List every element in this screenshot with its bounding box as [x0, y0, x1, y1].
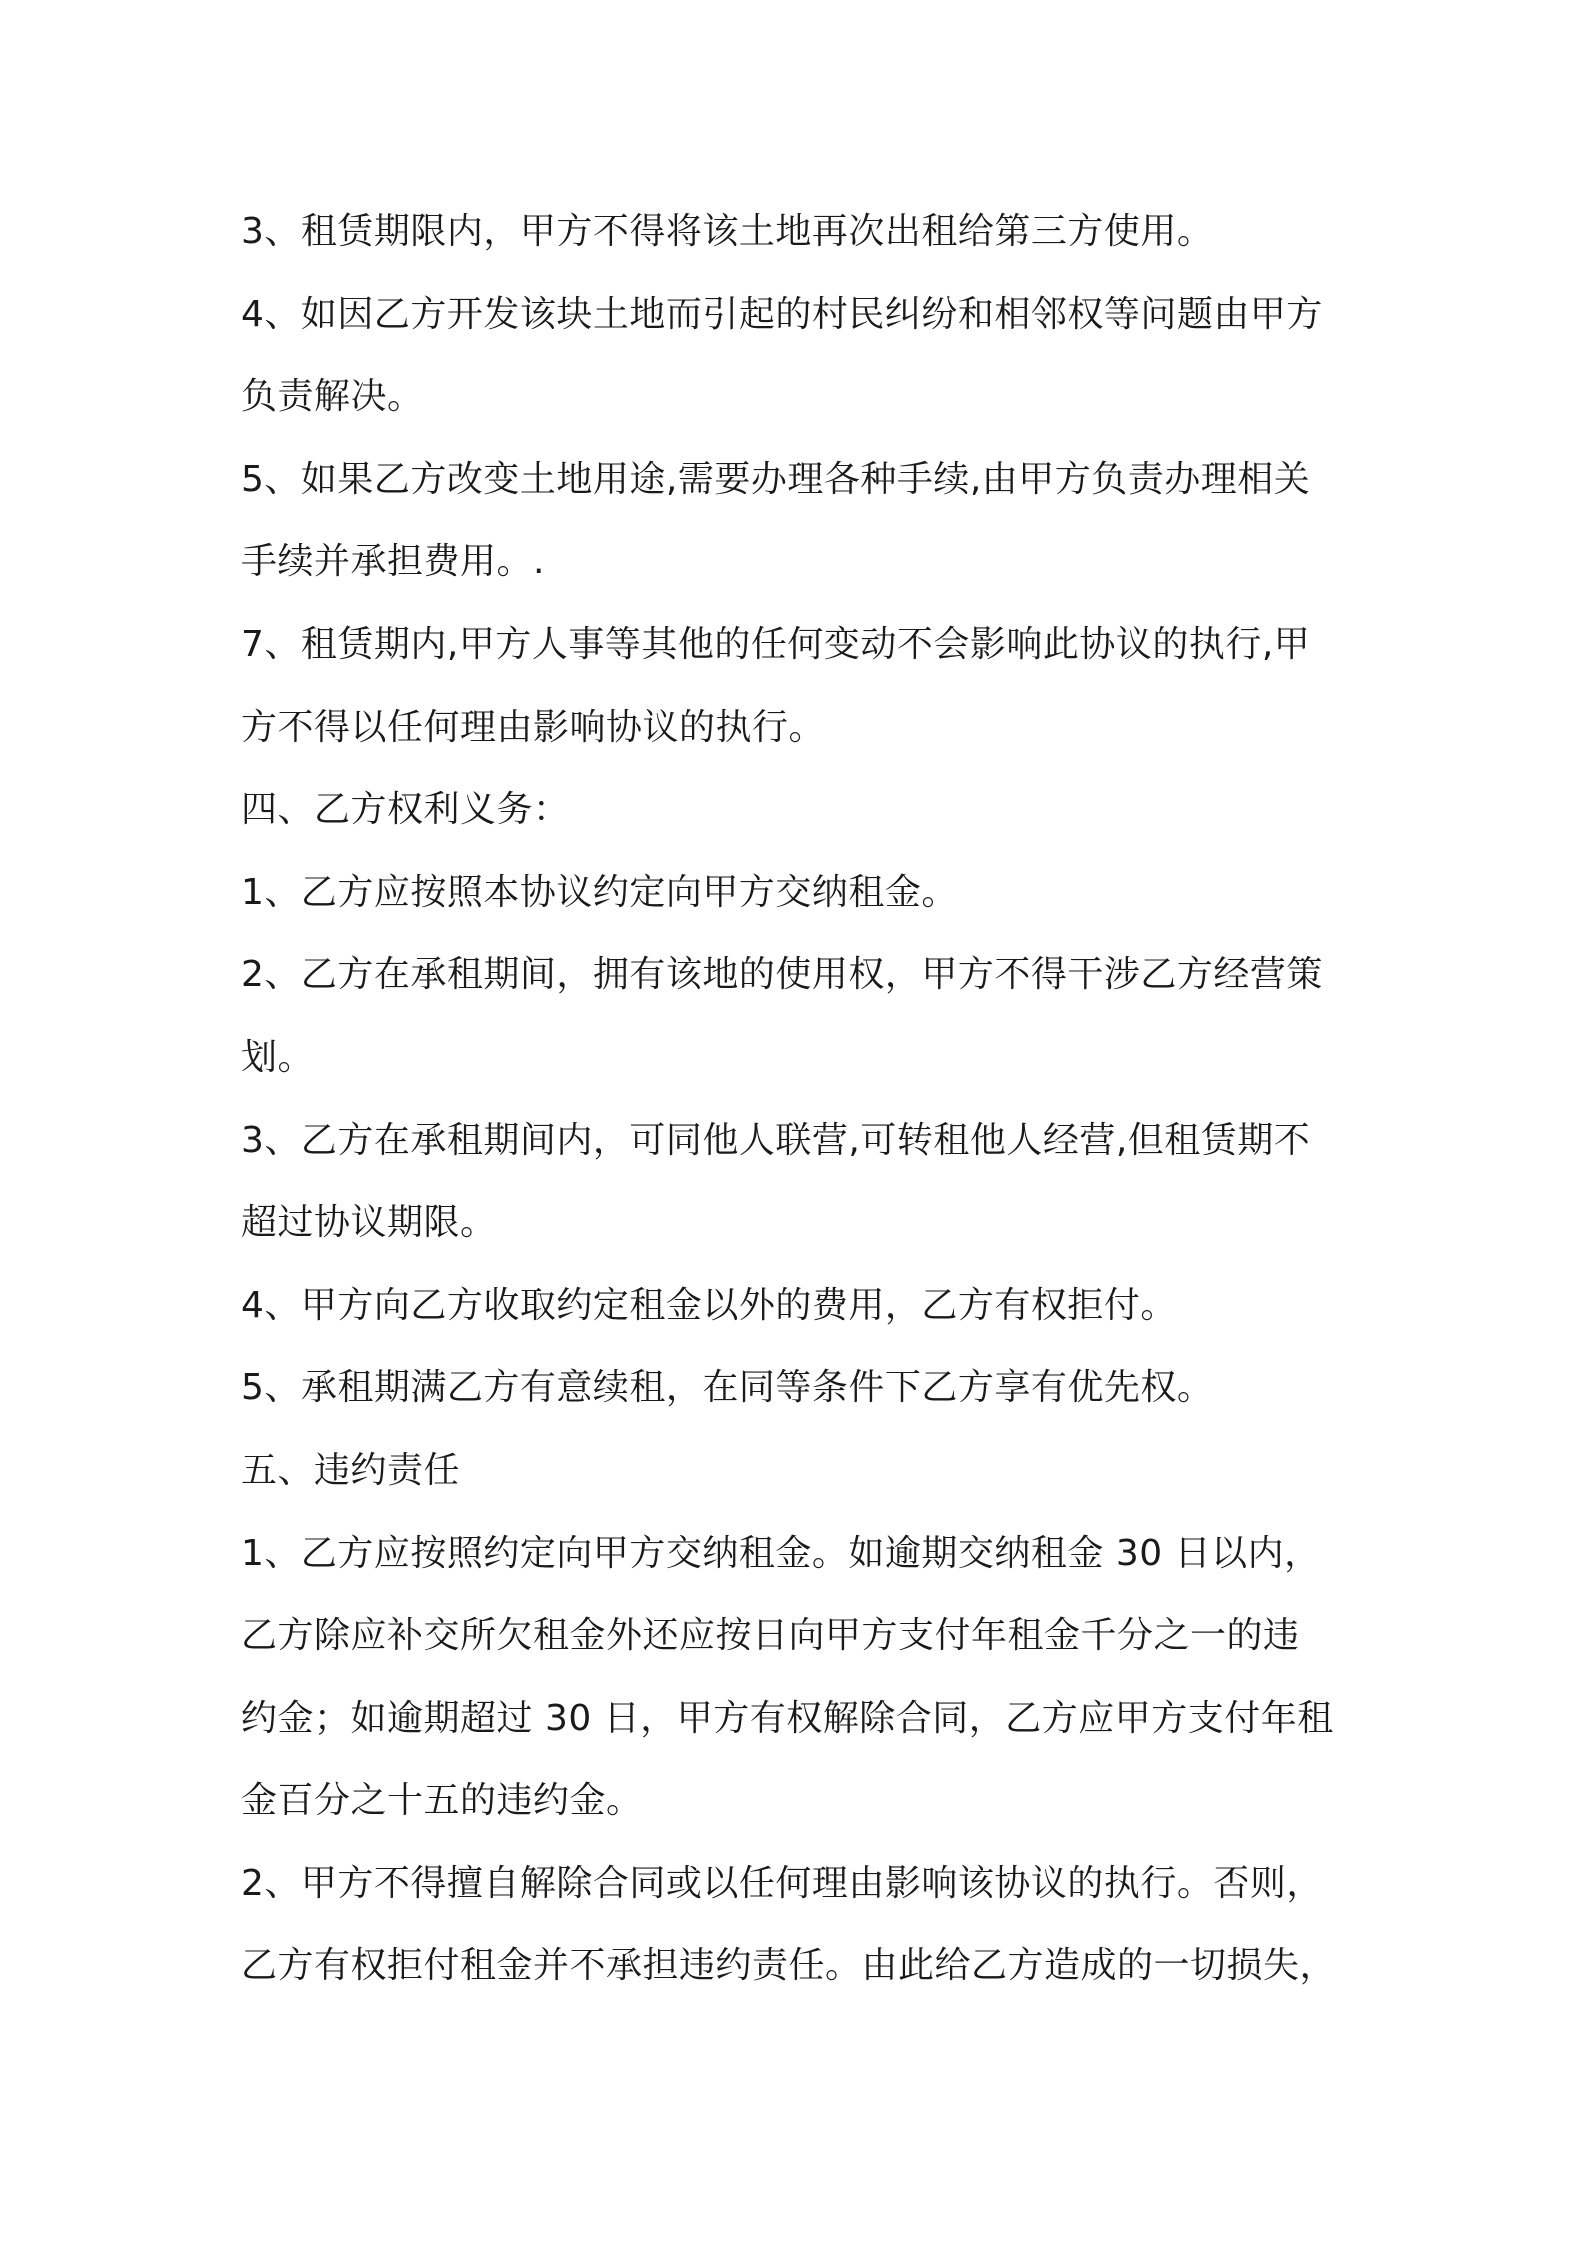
text-line: 乙方有权拒付租金并不承担违约责任。由此给乙方造成的一切损失，: [241, 1945, 1337, 1987]
text-line: 手续并承担费用。.: [241, 541, 545, 583]
text-line: 2、乙方在承租期间，拥有该地的使用权，甲方不得干涉乙方经营策: [241, 954, 1323, 996]
text-line: 1、乙方应按照本协议约定向甲方交纳租金。: [241, 871, 958, 913]
text-line: 乙方除应补交所欠租金外还应按日向甲方支付年租金千分之一的违: [241, 1615, 1300, 1657]
text-line: 3、乙方在承租期间内，可同他人联营,可转租他人经营,但租赁期不: [241, 1119, 1311, 1161]
text-line: 划。: [241, 1036, 315, 1078]
text-line: 4、甲方向乙方收取约定租金以外的费用，乙方有权拒付。: [241, 1284, 1177, 1326]
text-line: 2、甲方不得擅自解除合同或以任何理由影响该协议的执行。否则，: [241, 1862, 1323, 1904]
section-heading: 四、乙方权利义务：: [241, 789, 570, 831]
text-line: 约金；如逾期超过 30 日，甲方有权解除合同，乙方应甲方支付年租: [241, 1697, 1334, 1739]
text-line: 金百分之十五的违约金。: [241, 1780, 643, 1822]
text-line: 方不得以任何理由影响协议的执行。: [241, 706, 826, 748]
text-line: 5、承租期满乙方有意续租，在同等条件下乙方享有优先权。: [241, 1367, 1214, 1409]
section-heading: 五、违约责任: [241, 1449, 461, 1491]
text-line: 7、租赁期内,甲方人事等其他的任何变动不会影响此协议的执行,甲: [241, 623, 1311, 665]
text-line: 超过协议期限。: [241, 1202, 497, 1244]
text-line: 1、乙方应按照约定向甲方交纳租金。如逾期交纳租金 30 日以内，: [241, 1532, 1321, 1574]
text-line: 4、如因乙方开发该块土地而引起的村民纠纷和相邻权等问题由甲方: [241, 293, 1323, 335]
text-line: 3、租赁期限内，甲方不得将该土地再次出租给第三方使用。: [241, 211, 1214, 252]
document-body: [241, 196, 1361, 2013]
text-line: 负责解决。: [241, 376, 424, 418]
text-line: 5、如果乙方改变土地用途,需要办理各种手续,由甲方负责办理相关: [241, 458, 1311, 500]
